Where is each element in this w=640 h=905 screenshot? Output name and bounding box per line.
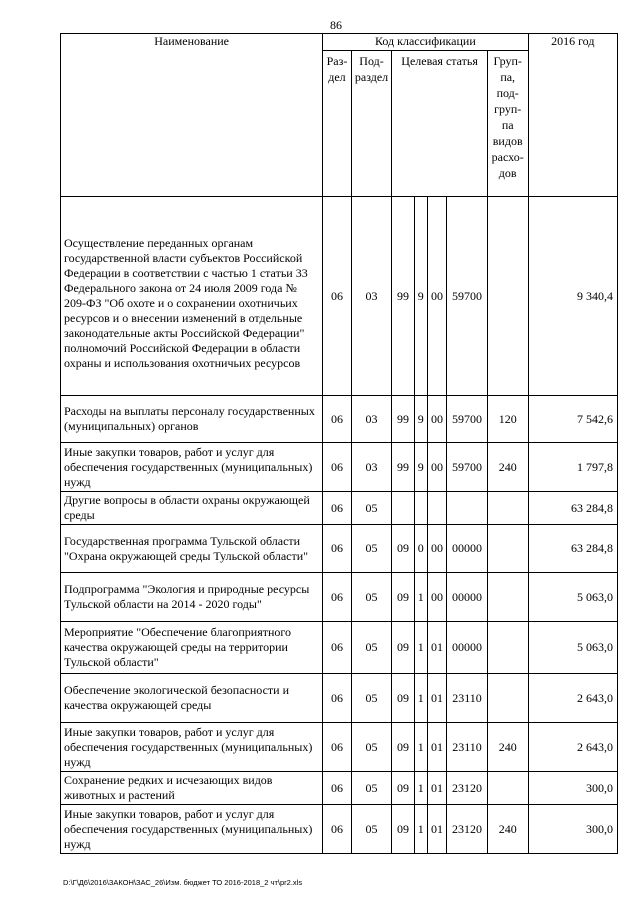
row-expense-group: 120	[487, 396, 528, 443]
row-section: 06	[323, 674, 351, 723]
row-target-event: 00	[427, 525, 446, 573]
row-name: Расходы на выплаты персоналу государственных (муниципальных) органов	[61, 396, 323, 443]
header-section: Раз- дел	[323, 51, 351, 197]
row-expense-group	[487, 197, 528, 396]
table-row	[61, 443, 618, 492]
table-row	[61, 805, 618, 854]
row-target-direction: 23120	[447, 772, 488, 805]
row-subsection: 05	[351, 723, 392, 772]
row-target-subprogram: 1	[414, 723, 427, 772]
row-subsection: 05	[351, 622, 392, 674]
row-amount: 5 063,0	[528, 622, 617, 674]
row-name: Иные закупки товаров, работ и услуг для обеспечения государственных (муниципальных) нужд	[61, 443, 323, 492]
row-target-program: 09	[392, 805, 414, 854]
row-name: Подпрограмма "Экология и природные ресурсы Тульской области на 2014 - 2020 годы"	[61, 573, 323, 622]
row-target-subprogram: 9	[414, 396, 427, 443]
header-classification: Код классификации	[323, 34, 528, 51]
row-amount: 2 643,0	[528, 674, 617, 723]
row-section: 06	[323, 197, 351, 396]
table-row	[61, 723, 618, 772]
header-name: Наименование	[61, 34, 323, 197]
row-target-subprogram: 1	[414, 772, 427, 805]
row-name: Сохранение редких и исчезающих видов животных и растений	[61, 772, 323, 805]
row-target-program: 09	[392, 723, 414, 772]
page-number: 86	[330, 18, 342, 32]
row-subsection: 05	[351, 525, 392, 573]
table-row	[61, 525, 618, 573]
row-target-direction: 00000	[447, 525, 488, 573]
row-subsection: 05	[351, 492, 392, 525]
row-amount: 2 643,0	[528, 723, 617, 772]
row-amount: 9 340,4	[528, 197, 617, 396]
row-name: Другие вопросы в области охраны окружающей среды	[61, 492, 323, 525]
budget-table	[60, 33, 618, 854]
table-row	[61, 396, 618, 443]
file-path-footer: D:\Г\Д6\2016\ЗАКОН\ЗАС_26\Изм. бюджет ТО 2016-2018_2 чт\pr2.xls	[63, 878, 303, 887]
row-section: 06	[323, 573, 351, 622]
row-target-program: 09	[392, 772, 414, 805]
row-target-event: 00	[427, 197, 446, 396]
table-row	[61, 197, 618, 396]
row-target-subprogram: 9	[414, 443, 427, 492]
row-section: 06	[323, 622, 351, 674]
row-target-direction	[447, 492, 488, 525]
row-expense-group	[487, 622, 528, 674]
row-target-program: 09	[392, 573, 414, 622]
row-expense-group	[487, 492, 528, 525]
row-section: 06	[323, 525, 351, 573]
row-target-event: 01	[427, 805, 446, 854]
row-expense-group: 240	[487, 443, 528, 492]
row-target-program: 09	[392, 674, 414, 723]
table-row	[61, 492, 618, 525]
row-name: Иные закупки товаров, работ и услуг для обеспечения государственных (муниципальных) нужд	[61, 805, 323, 854]
table-row	[61, 772, 618, 805]
row-target-program: 09	[392, 525, 414, 573]
table-row	[61, 674, 618, 723]
row-target-subprogram: 0	[414, 525, 427, 573]
row-target-event: 01	[427, 723, 446, 772]
row-subsection: 03	[351, 197, 392, 396]
row-amount: 63 284,8	[528, 525, 617, 573]
row-name: Государственная программа Тульской области "Охрана окружающей среды Тульской области"	[61, 525, 323, 573]
row-target-direction: 59700	[447, 197, 488, 396]
row-target-direction: 00000	[447, 573, 488, 622]
row-amount: 5 063,0	[528, 573, 617, 622]
row-name: Осуществление переданных органам государственной власти субъектов Российской Федерации в соответствии с частью 1 статьи 33 Федерального закона от 24 июля 2009 года № 209-ФЗ "Об охоте и о сохранении охотничьих ресурсов и о внесении изменений в отдельные законодательные акты Российской Федерации" полномочий Российской Федерации в области охраны и использования охотничьих ресурсов	[61, 197, 323, 396]
row-expense-group	[487, 573, 528, 622]
row-target-event	[427, 492, 446, 525]
table-row	[61, 573, 618, 622]
row-expense-group: 240	[487, 723, 528, 772]
row-target-direction: 23110	[447, 723, 488, 772]
row-subsection: 05	[351, 573, 392, 622]
row-target-program: 99	[392, 396, 414, 443]
row-target-subprogram	[414, 492, 427, 525]
table-row	[61, 622, 618, 674]
row-subsection: 05	[351, 805, 392, 854]
row-target-event: 01	[427, 622, 446, 674]
row-amount: 300,0	[528, 772, 617, 805]
header-target: Целевая статья	[392, 51, 488, 197]
row-subsection: 03	[351, 396, 392, 443]
row-target-program: 99	[392, 443, 414, 492]
row-section: 06	[323, 805, 351, 854]
row-target-event: 01	[427, 772, 446, 805]
row-target-event: 01	[427, 674, 446, 723]
row-amount: 1 797,8	[528, 443, 617, 492]
row-target-direction: 23110	[447, 674, 488, 723]
header-year: 2016 год	[528, 34, 617, 197]
row-amount: 300,0	[528, 805, 617, 854]
row-target-direction: 00000	[447, 622, 488, 674]
row-target-program	[392, 492, 414, 525]
row-section: 06	[323, 443, 351, 492]
row-name: Обеспечение экологической безопасности и качества окружающей среды	[61, 674, 323, 723]
row-target-event: 00	[427, 443, 446, 492]
row-target-subprogram: 1	[414, 622, 427, 674]
row-target-subprogram: 1	[414, 805, 427, 854]
row-expense-group: 240	[487, 805, 528, 854]
row-section: 06	[323, 772, 351, 805]
row-target-subprogram: 9	[414, 197, 427, 396]
row-target-subprogram: 1	[414, 573, 427, 622]
row-target-direction: 23120	[447, 805, 488, 854]
row-target-direction: 59700	[447, 443, 488, 492]
row-name: Иные закупки товаров, работ и услуг для обеспечения государственных (муниципальных) нужд	[61, 723, 323, 772]
row-expense-group	[487, 674, 528, 723]
row-amount: 63 284,8	[528, 492, 617, 525]
header-subsection: Под- раздел	[351, 51, 392, 197]
row-subsection: 03	[351, 443, 392, 492]
row-target-program: 99	[392, 197, 414, 396]
row-section: 06	[323, 396, 351, 443]
row-subsection: 05	[351, 772, 392, 805]
row-expense-group	[487, 525, 528, 573]
row-target-event: 00	[427, 573, 446, 622]
row-section: 06	[323, 492, 351, 525]
row-expense-group	[487, 772, 528, 805]
row-subsection: 05	[351, 674, 392, 723]
row-target-program: 09	[392, 622, 414, 674]
row-target-event: 00	[427, 396, 446, 443]
row-section: 06	[323, 723, 351, 772]
row-target-direction: 59700	[447, 396, 488, 443]
header-group: Груп- па, под- груп- па видов расхо- дов	[487, 51, 528, 197]
row-target-subprogram: 1	[414, 674, 427, 723]
row-name: Мероприятие "Обеспечение благоприятного качества окружающей среды на территории Тульской области"	[61, 622, 323, 674]
row-amount: 7 542,6	[528, 396, 617, 443]
